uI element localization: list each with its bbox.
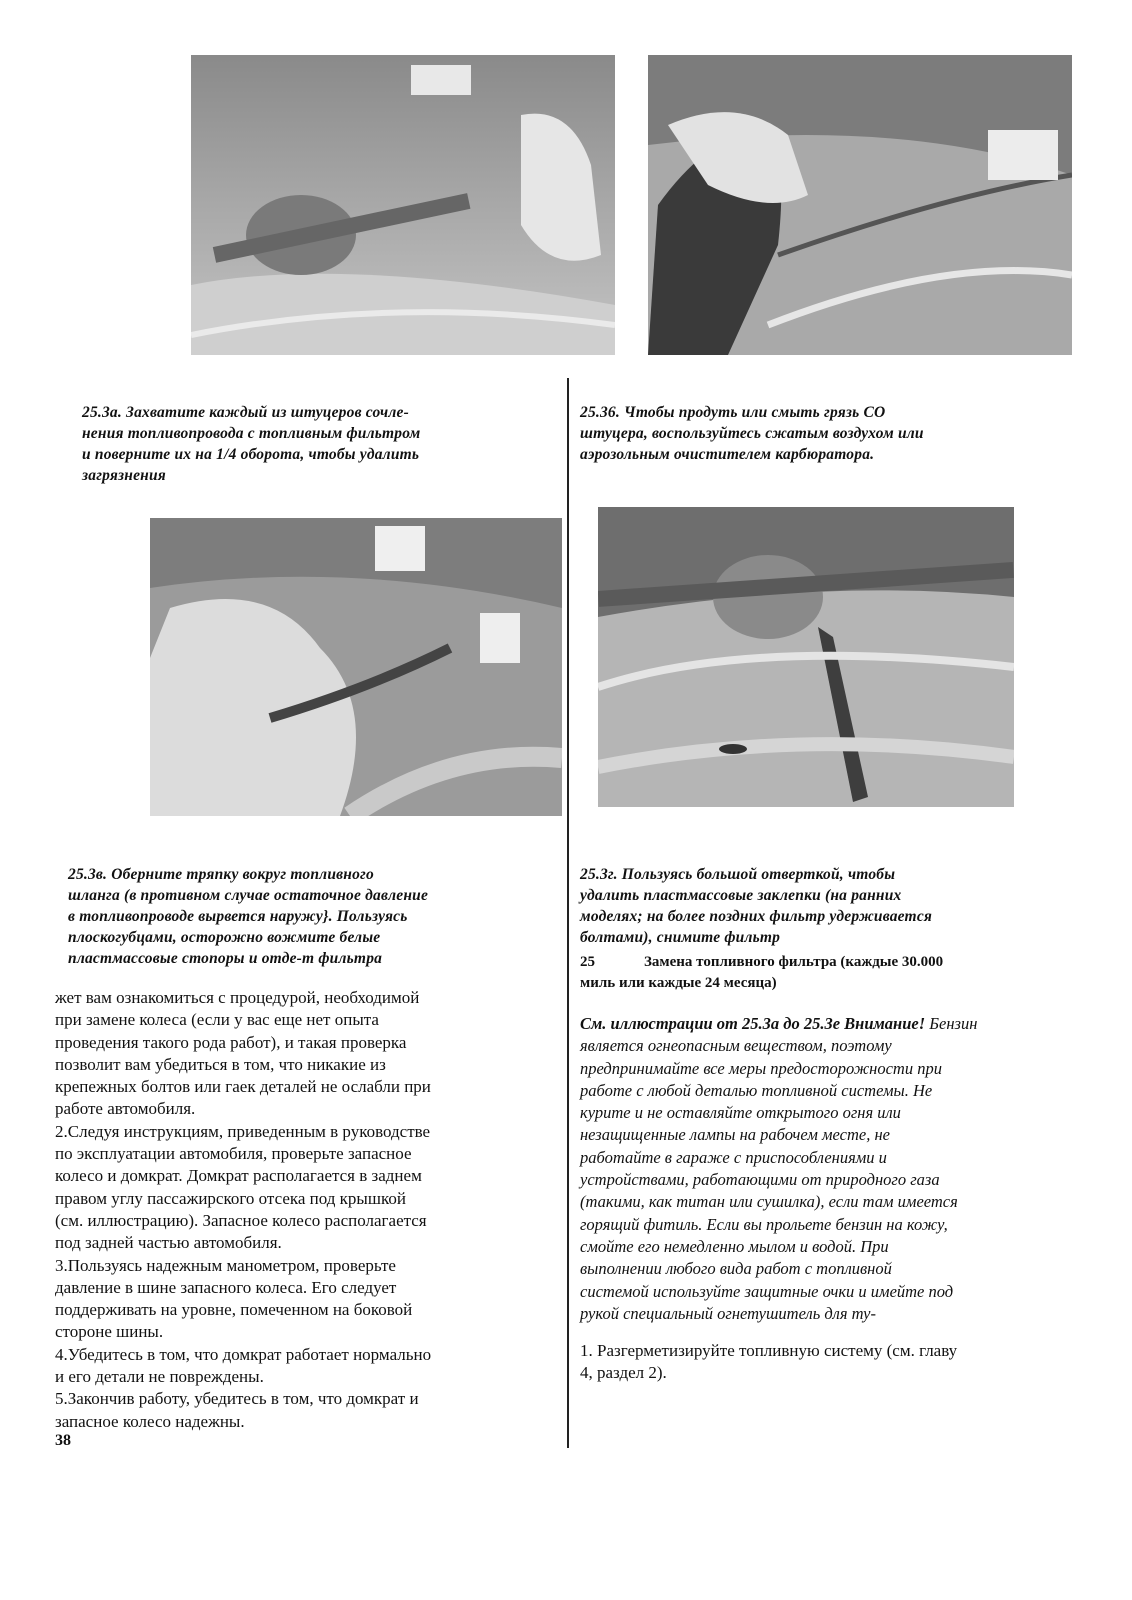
heading-text: Замена топливного фильтра (каждые 30.000 <box>644 954 944 970</box>
caption-25-3g <box>580 864 932 948</box>
text-line: крепежных болтов или гаек деталей не ослабли при <box>55 1077 431 1097</box>
text-line: работайте в гараже с приспособлениями и <box>580 1147 887 1167</box>
text-line: рукой специальный огнетушитель для ту- <box>580 1303 876 1323</box>
text-line: 3.Пользуясь надежным манометром, проверьте <box>55 1255 396 1275</box>
caption-25-3b <box>580 402 924 465</box>
caption-line: 25.36. Чтобы продуть или смыть грязь СО <box>580 404 886 421</box>
text-line: 5.Закончив работу, убедитесь в том, что домкрат и <box>55 1389 419 1409</box>
fuel-filter-photo-icon <box>191 55 615 355</box>
text-line: правом углу пассажирского отсека под крышкой <box>55 1188 406 1208</box>
caption-25-3a <box>82 402 420 486</box>
text-line: работе с любой деталью топливной системы. Не <box>580 1080 933 1100</box>
caption-line: шланга (в противном случае остаточное давление <box>68 887 429 904</box>
text-line: устройствами, работающими от природного газа <box>580 1170 940 1190</box>
text-line: позволит вам убедиться в том, что никакие из <box>55 1054 386 1074</box>
caption-line: 25.3в. Оберните тряпку вокруг топливного <box>68 866 374 883</box>
photo-25-3g <box>598 507 1014 807</box>
text-line: (см. иллюстрацию). Запасное колесо располагается <box>55 1210 427 1230</box>
text-line: работе автомобиля. <box>55 1099 196 1119</box>
caption-line: удалить пластмассовые заклепки (на ранних <box>580 887 902 904</box>
caption-line: штуцера, воспользуйтесь сжатым воздухом или <box>580 425 924 442</box>
text-line: выполнении любого вида работ с топливной <box>580 1259 892 1279</box>
caption-line: моделях; на более поздних фильтр удерживается <box>580 908 933 925</box>
rag-hose-photo-icon <box>150 518 562 816</box>
photo-25-3b <box>648 55 1072 355</box>
text-line: (такими, как титан или сушилка), если там имеется <box>580 1192 958 1212</box>
text-line: по эксплуатации автомобиля, проверьте запасное <box>55 1144 412 1164</box>
text-line: 1. Разгерметизируйте топливную систему (см. главу <box>580 1341 958 1360</box>
caption-line: и поверните их на 1/4 оборота, чтобы удалить <box>82 446 420 463</box>
heading-line-1 <box>580 952 943 973</box>
photo-25-3v <box>150 518 562 816</box>
text-line: системой используйте защитные очки и имейте под <box>580 1281 954 1301</box>
caption-line: аэрозольным очистителем карбюратора. <box>580 446 875 463</box>
caption-line: в топливопроводе вырвется наружу}. Пользуясь <box>68 908 408 925</box>
text-line: является огнеопасным веществом, поэтому <box>580 1036 892 1056</box>
text-line: 4.Убедитесь в том, что домкрат работает нормально <box>55 1344 432 1364</box>
screwdriver-photo-icon <box>598 507 1014 807</box>
warning-first-rest: Бензин <box>925 1014 978 1033</box>
section-heading <box>580 952 943 994</box>
step-1 <box>580 1340 1075 1385</box>
heading-line-2: миль или каждые 24 месяца) <box>580 975 777 991</box>
text-line: жет вам ознакомиться с процедурой, необходимой <box>55 988 420 1007</box>
compressed-air-photo-icon <box>648 55 1072 355</box>
text-line: и его детали не повреждены. <box>55 1367 264 1387</box>
caption-25-3v <box>68 864 428 969</box>
text-line: горящий фитиль. Если вы прольете бензин на кожу, <box>580 1214 948 1234</box>
text-line: поддерживать на уровне, помеченном на боковой <box>55 1300 413 1320</box>
text-line: при замене колеса (если у вас еще нет опыта <box>55 1010 379 1030</box>
text-line: смойте его немедленно мылом и водой. При <box>580 1236 889 1256</box>
text-line: запасное колесо надежны. <box>55 1411 245 1431</box>
text-line: давление в шине запасного колеса. Его следует <box>55 1277 397 1297</box>
caption-line: плоскогубцами, осторожно вожмите белые <box>68 929 381 946</box>
text-line: колесо и домкрат. Домкрат располагается в заднем <box>55 1166 422 1186</box>
text-line: 4, раздел 2). <box>580 1363 667 1383</box>
caption-line: нения топливопровода с топливным фильтром <box>82 425 421 442</box>
caption-line: пластмассовые стопоры и отде-т фильтра <box>68 950 383 967</box>
caption-line: загрязнения <box>82 467 166 484</box>
caption-line: 25.3а. Захватите каждый из штуцеров сочле- <box>82 404 409 421</box>
text-line: предпринимайте все меры предосторожности при <box>580 1058 942 1078</box>
warning-text <box>580 1013 1075 1325</box>
column-divider <box>567 378 569 1448</box>
text-line: под задней частью автомобиля. <box>55 1233 282 1253</box>
page-number: 38 <box>55 1432 71 1449</box>
caption-line: болтами), снимите фильтр <box>580 929 781 946</box>
text-line: стороне шины. <box>55 1322 164 1342</box>
caption-line: 25.3г. Пользуясь большой отверткой, чтобы <box>580 866 896 883</box>
text-line: 2.Следуя инструкциям, приведенным в руководстве <box>55 1121 431 1141</box>
text-line: проведения такого рода работ), и такая проверка <box>55 1032 407 1052</box>
photo-25-3a <box>191 55 615 355</box>
section-number: 25 <box>580 954 595 970</box>
text-line: незащищенные лампы на рабочем месте, не <box>580 1125 890 1145</box>
warning-first-line <box>580 1013 1075 1035</box>
warning-lead: См. иллюстрации от 25.3а до 25.3е Внимание! <box>580 1014 926 1033</box>
left-body-text <box>55 987 550 1433</box>
text-line: курите и не оставляйте открытого огня или <box>580 1103 901 1123</box>
